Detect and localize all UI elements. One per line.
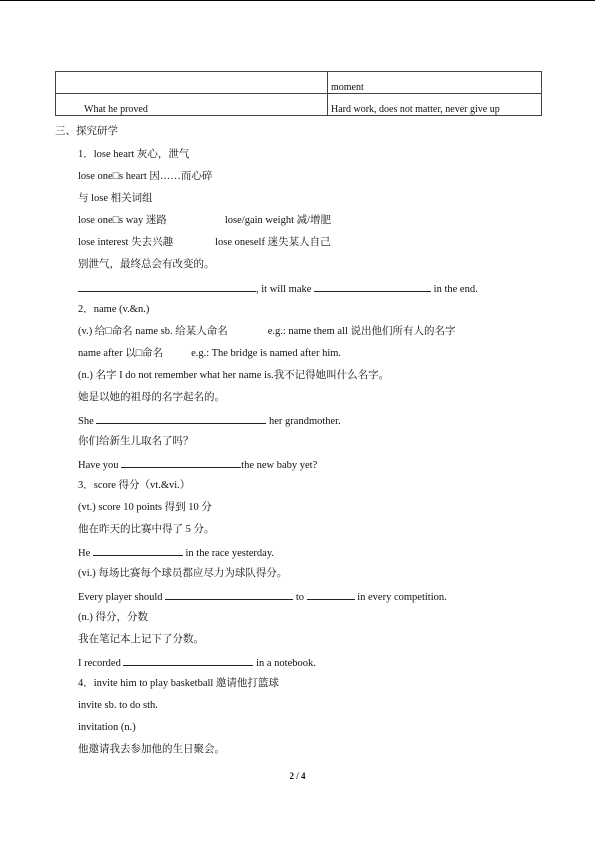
- exercise-text: Every player should: [78, 592, 163, 603]
- exercise-text: in a notebook.: [256, 658, 316, 669]
- exercise-text: in the end.: [433, 284, 478, 295]
- phrase-line: invitation (n.): [78, 722, 136, 733]
- example-zh: 他邀请我去参加他的生日聚会。: [78, 744, 225, 755]
- section-title: 三、探究研学: [55, 126, 118, 137]
- exercise-text: the new baby yet?: [241, 460, 318, 471]
- answer-blank[interactable]: [121, 457, 241, 468]
- exercise-line: [78, 281, 478, 297]
- answer-blank[interactable]: [307, 589, 355, 600]
- exercise-text: He: [78, 548, 91, 559]
- example-zh: 我在笔记本上记下了分数。: [78, 634, 204, 645]
- table-cell: [56, 72, 328, 94]
- exercise-text: in the race yesterday.: [185, 548, 275, 559]
- item-heading: 2．name (v.&n.): [78, 304, 150, 315]
- phrase-text: lose/gain weight 减/增肥: [224, 215, 332, 226]
- phrase-line: (n.) 名字 I do not remember what her name is.我不记得她叫什么名字。: [78, 370, 390, 381]
- phrase-line: [78, 236, 331, 250]
- example-zh: 他在昨天的比赛中得了 5 分。: [78, 524, 215, 535]
- phrase-line: (n.) 得分，分数: [78, 612, 148, 623]
- table-row: [56, 94, 542, 116]
- info-table: [55, 71, 542, 116]
- example-zh: 别泄气，最终总会有改变的。: [78, 259, 215, 270]
- phrase-text: e.g.: name them all 说出他们所有人的名字: [267, 326, 456, 337]
- item-heading: 1．lose heart 灰心，泄气: [78, 149, 190, 160]
- example-zh: 她是以她的祖母的名字起名的。: [78, 392, 225, 403]
- page-number: 2 / 4: [289, 771, 306, 781]
- phrase-text: lose oneself 迷失某人自己: [215, 237, 331, 248]
- exercise-text: , it will make: [256, 284, 312, 295]
- exercise-line: [78, 413, 341, 429]
- exercise-line: [78, 655, 316, 671]
- phrase-line: [78, 347, 341, 361]
- exercise-line: [78, 545, 274, 561]
- table-row: [56, 72, 542, 94]
- phrase-line: lose one□s heart 因……而心碎: [78, 171, 213, 182]
- phrase-line: 与 lose 相关词组: [78, 193, 153, 204]
- phrase-line: invite sb. to do sth.: [78, 700, 158, 711]
- exercise-text: to: [295, 592, 304, 603]
- answer-blank[interactable]: [78, 281, 256, 292]
- item-heading: 3．score 得分（vt.&vi.）: [78, 480, 191, 491]
- example-zh: (vi.) 每场比赛每个球员都应尽力为球队得分。: [78, 568, 288, 579]
- phrase-text: (v.) 给□命名 name sb. 给某人命名: [78, 326, 228, 337]
- phrase-line: [78, 325, 456, 339]
- exercise-text: her grandmother.: [269, 416, 341, 427]
- table-cell: moment: [328, 72, 542, 94]
- exercise-text: I recorded: [78, 658, 121, 669]
- exercise-text: She: [78, 416, 94, 427]
- answer-blank[interactable]: [93, 545, 183, 556]
- phrase-text: lose interest 失去兴趣: [78, 237, 174, 248]
- answer-blank[interactable]: [96, 413, 266, 424]
- table-cell: Hard work, does not matter, never give up: [328, 94, 542, 116]
- answer-blank[interactable]: [165, 589, 293, 600]
- phrase-line: [78, 214, 331, 228]
- example-zh: 你们给新生儿取名了吗？: [78, 436, 194, 447]
- phrase-text: name after 以□命名: [78, 348, 164, 359]
- item-heading: 4．invite him to play basketball 邀请他打篮球: [78, 678, 279, 689]
- phrase-text: lose one□s way 迷路: [78, 215, 167, 226]
- exercise-text: Have you: [78, 460, 119, 471]
- top-rule: [0, 0, 595, 1]
- exercise-line: [78, 457, 317, 473]
- phrase-line: (vt.) score 10 points 得到 10 分: [78, 502, 212, 513]
- exercise-line: [78, 589, 447, 605]
- table-cell: What he proved: [56, 94, 328, 116]
- phrase-text: e.g.: The bridge is named after him.: [191, 348, 342, 359]
- answer-blank[interactable]: [123, 655, 253, 666]
- answer-blank[interactable]: [314, 281, 431, 292]
- exercise-text: in every competition.: [357, 592, 447, 603]
